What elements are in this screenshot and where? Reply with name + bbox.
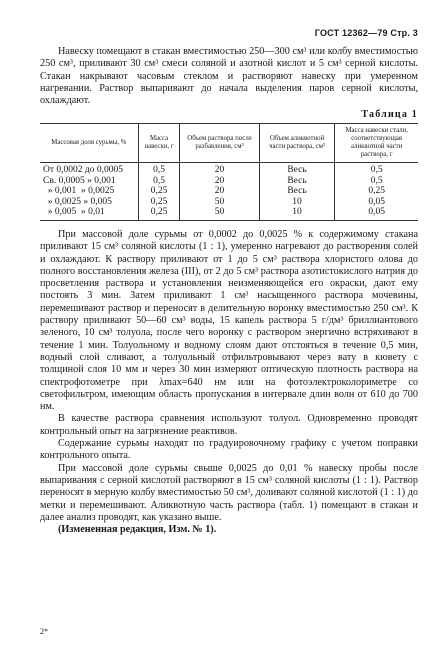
cell-mass: 0,5: [138, 163, 180, 176]
table-header-row: [40, 124, 418, 163]
paragraph-1: Навеску помещают в стакан вместимостью 250—300 см³ или колбу вместимостью 250 см³, приливают 30 см³ смеси соляной и азотной кислот и 5 см³ серной кислоты. Стакан накрывают часовым стеклом и растворяют навеску при умеренном нагревании. Раствор выпаривают до начала выделения паров серной кислоты, охлаждают.: [40, 46, 418, 107]
cell-aliquot: Весь: [259, 163, 335, 176]
cell-volume: 20: [180, 176, 259, 187]
cell-range: » 0,005 » 0,01: [40, 207, 138, 220]
amendment-note: (Измененная редакция, Изм. № 1).: [58, 524, 217, 536]
cell-volume: 50: [180, 197, 259, 208]
page-footer-marker: 2*: [40, 627, 48, 636]
paragraph-5: При массовой доле сурьмы свыше 0,0025 до 0,01 % навеску пробы после выпаривания с серной кислотой растворяют в 15 см³ соляной кислоты (1 : 1). Раствор переносят в мерную колбу вместимостью 50 см³, доливают соляной кислотой (1 : 1) до метки и перемешивают. Аликвотную часть раствора (табл. 1) помещают в стакан и далее анализ проводят, как указано выше.: [40, 462, 418, 523]
cell-aliquot: 10: [259, 207, 335, 220]
data-table: [40, 123, 418, 221]
cell-steel: 0,25: [335, 186, 418, 197]
header-aliquot-volume: Объем аликвотной части раствора, см³: [259, 124, 335, 163]
cell-range: Св. 0,0005 » 0,001: [40, 176, 138, 187]
cell-mass: 0,25: [138, 197, 180, 208]
cell-steel: 0,5: [335, 163, 418, 176]
header-dilution-volume: Объем раствора после разбавления, см³: [180, 124, 259, 163]
cell-volume: 20: [180, 186, 259, 197]
table-row: [40, 163, 418, 176]
cell-mass: 0,5: [138, 176, 180, 187]
document-page: [40, 28, 418, 536]
cell-steel: 0,5: [335, 176, 418, 187]
cell-volume: 50: [180, 207, 259, 220]
table-row: [40, 207, 418, 220]
table-row: [40, 186, 418, 197]
paragraph-3: В качестве раствора сравнения используют толуол. Одновременно проводят контрольный опыт на загрязнение реактивов.: [40, 413, 418, 437]
header-steel-mass: Масса навески стали, соответствующая аликвотной части раствора, г: [335, 124, 418, 163]
table-title: Таблица 1: [361, 109, 418, 121]
paragraph-4: Содержание сурьмы находят по градуировочному графику с учетом поправки контрольного опыта.: [40, 438, 418, 462]
page-header: ГОСТ 12362—79 Стр. 3: [314, 28, 418, 38]
paragraph-2: При массовой доле сурьмы от 0,0002 до 0,0025 % к содержимому стакана приливают 15 см³ соляной кислоты (1 : 1), умеренно нагревают до растворения солей и охлаждают. К раствору приливают от 1 до 5 см³ раствора хлористого олова до полного восстановления железа (III), от 2 до 5 см³ раствора азотистокислого натрия до просветления раствора и установления неизменяющейся его окраски, дают ему постоять 3 мин. Затем приливают 1 см³ насыщенного раствора мочевины, перемешивают раствор и переносят в делительную воронку вместимостью 250 см³. К раствору приливают 50—60 см³ воды, 15 капель раствора 5 г/дм³ бриллиантового зеленого, 10 см³ толуола, после чего воронку с раствором энергично встряхивают в течение 1 мин. Толуольному и водному слоям дают отстояться в течение 0,5 мин, водный слой сливают, а толуольный отфильтровывают через вату в кювету с толщиной слоя 10 мм и через 30 мин измеряют оптическую плотность раствора на спектрофотометре при λmax=640 нм или на фотоэлектроколориметре со светофильтром, имеющим область пропускания в интервале длин волн от 610 до 700 нм.: [40, 228, 418, 413]
cell-range: » 0,0025 » 0,005: [40, 197, 138, 208]
cell-range: От 0,0002 до 0,0005: [40, 163, 138, 176]
cell-range: » 0,001 » 0,0025: [40, 186, 138, 197]
cell-mass: 0,25: [138, 186, 180, 197]
cell-aliquot: Весь: [259, 186, 335, 197]
header-sample-mass: Масса навески, г: [138, 124, 180, 163]
cell-steel: 0,05: [335, 197, 418, 208]
cell-volume: 20: [180, 163, 259, 176]
cell-aliquot: 10: [259, 197, 335, 208]
table-row: [40, 197, 418, 208]
cell-steel: 0,05: [335, 207, 418, 220]
cell-mass: 0,25: [138, 207, 180, 220]
cell-aliquot: Весь: [259, 176, 335, 187]
header-antimony-fraction: Массовая доля сурьмы, %: [40, 124, 138, 163]
table-row: [40, 176, 418, 187]
